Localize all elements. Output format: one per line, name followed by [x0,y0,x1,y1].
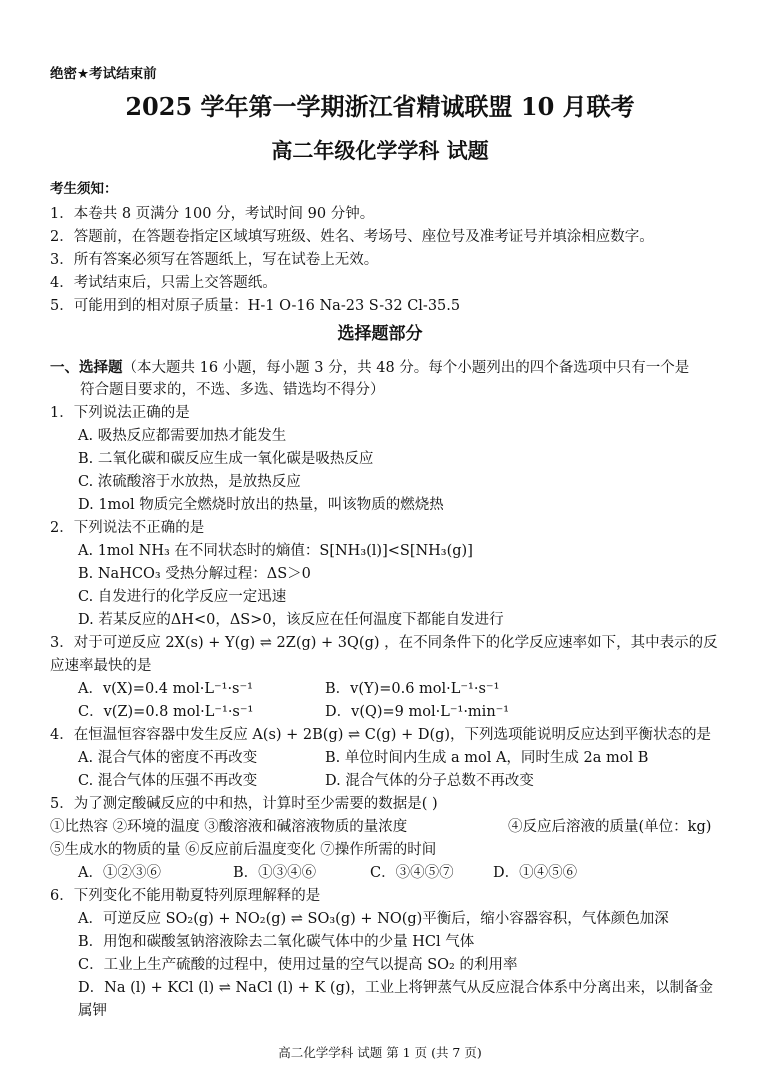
section-intro-label: 一、选择题 [50,359,123,376]
question-5-data-line1: ①比热容 ②环境的温度 ③酸溶液和碱溶液物质的量浓度 [50,819,408,835]
question-1-option-a: A. 吸热反应都需要加热才能发生 [78,428,287,444]
question-6-option-d: D．Na (l) + KCl (l) ⇌ NaCl (l) + K (g)，工业上将钾蒸气从反应混合体系中分离出来，以制备金 [78,980,714,996]
section-intro [50,358,689,378]
question-3-stem-cont: 应速率最快的是 [50,658,152,674]
section-intro-text: （本大题共 16 小题，每小题 3 分，共 48 分。每个小题列出的四个备选项中只有一个是 [122,360,690,376]
notice-item: 5．可能用到的相对原子质量：H-1 O-16 Na-23 S-32 Cl-35.5 [50,298,461,314]
question-3-option-c: C．v(Z)=0.8 mol·L⁻¹·s⁻¹ [78,704,254,720]
question-5-data-line1-end: ④反应后溶液的质量(单位：kg) [508,819,712,835]
question-2-option-a: A. 1mol NH₃ 在不同状态时的熵值：S[NH₃(l)]<S[NH₃(g)] [78,543,473,559]
question-5-option-a: A．①②③⑥ [78,865,161,881]
exam-subtitle: 高二年级化学学科 试题 [271,138,489,163]
page-footer: 高二化学学科 试题 第 1 页 (共 7 页) [278,1045,482,1060]
question-1-option-c: C. 浓硫酸溶于水放热，是放热反应 [78,474,301,490]
question-6-option-c: C．工业上生产硫酸的过程中，使用过量的空气以提高 SO₂ 的利用率 [78,957,518,973]
question-2-option-c: C. 自发进行的化学反应一定迅速 [78,589,287,605]
question-6-option-a: A．可逆反应 SO₂(g) + NO₂(g) ⇌ SO₃(g) + NO(g)平衡后，缩小容器容积，气体颜色加深 [78,911,669,927]
question-6-option-d-cont: 属钾 [78,1003,107,1019]
question-1-stem: 1．下列说法正确的是 [50,405,190,421]
question-4-option-c: C. 混合气体的压强不再改变 [78,773,258,789]
notice-item: 3．所有答案必须写在答题纸上，写在试卷上无效。 [50,252,379,268]
question-2-option-b: B. NaHCO₃ 受热分解过程：ΔS＞0 [78,566,311,582]
section-intro-cont: 符合题目要求的，不选、多选、错选均不得分） [80,382,385,398]
question-3-stem: 3．对于可逆反应 2X(s) + Y(g) ⇌ 2Z(g) + 3Q(g) ，在不同条件下的化学反应速率如下，其中表示的反 [50,635,718,651]
question-3-option-b: B．v(Y)=0.6 mol·L⁻¹·s⁻¹ [325,681,500,697]
question-4-option-a: A. 混合气体的密度不再改变 [78,750,258,766]
question-3-option-d: D．v(Q)=9 mol·L⁻¹·min⁻¹ [325,704,510,720]
question-2-stem: 2．下列说法不正确的是 [50,520,205,536]
question-4-option-d: D. 混合气体的分子总数不再改变 [325,773,534,789]
notice-item: 4．考试结束后，只需上交答题纸。 [50,275,277,291]
question-2-option-d: D. 若某反应的ΔH<0，ΔS>0，该反应在任何温度下都能自发进行 [78,612,504,628]
question-4-stem: 4．在恒温恒容容器中发生反应 A(s) + 2B(g) ⇌ C(g) + D(g)，下列选项能说明反应达到平衡状态的是 [50,727,712,743]
question-5-option-b: B．①③④⑥ [233,865,317,881]
question-1-option-d: D. 1mol 物质完全燃烧时放出的热量，叫该物质的燃烧热 [78,497,444,513]
question-5-option-d: D．①④⑤⑥ [493,865,578,881]
notice-item: 1．本卷共 8 页满分 100 分，考试时间 90 分钟。 [50,206,375,222]
secret-mark: 绝密★考试结束前 [50,66,157,82]
question-5-option-c: C．③④⑤⑦ [370,865,454,881]
question-4-option-b: B. 单位时间内生成 a mol A，同时生成 2a mol B [325,750,649,766]
question-1-option-b: B. 二氧化碳和碳反应生成一氧化碳是吸热反应 [78,451,374,467]
exam-title: 2025 学年第一学期浙江省精诚联盟 10 月联考 [125,92,635,121]
question-5-stem: 5．为了测定酸碱反应的中和热，计算时至少需要的数据是( ) [50,796,438,812]
question-3-option-a: A．v(X)=0.4 mol·L⁻¹·s⁻¹ [78,681,253,697]
notice-heading: 考生须知： [50,181,118,197]
question-6-stem: 6．下列变化不能用勒夏特列原理解释的是 [50,888,321,904]
section-title: 选择题部分 [337,324,423,344]
question-6-option-b: B．用饱和碳酸氢钠溶液除去二氧化碳气体中的少量 HCl 气体 [78,934,475,950]
notice-item: 2．答题前，在答题卷指定区域填写班级、姓名、考场号、座位号及准考证号并填涂相应数字。 [50,229,654,245]
question-5-data-line2: ⑤生成水的物质的量 ⑥反应前后温度变化 ⑦操作所需的时间 [50,842,437,858]
